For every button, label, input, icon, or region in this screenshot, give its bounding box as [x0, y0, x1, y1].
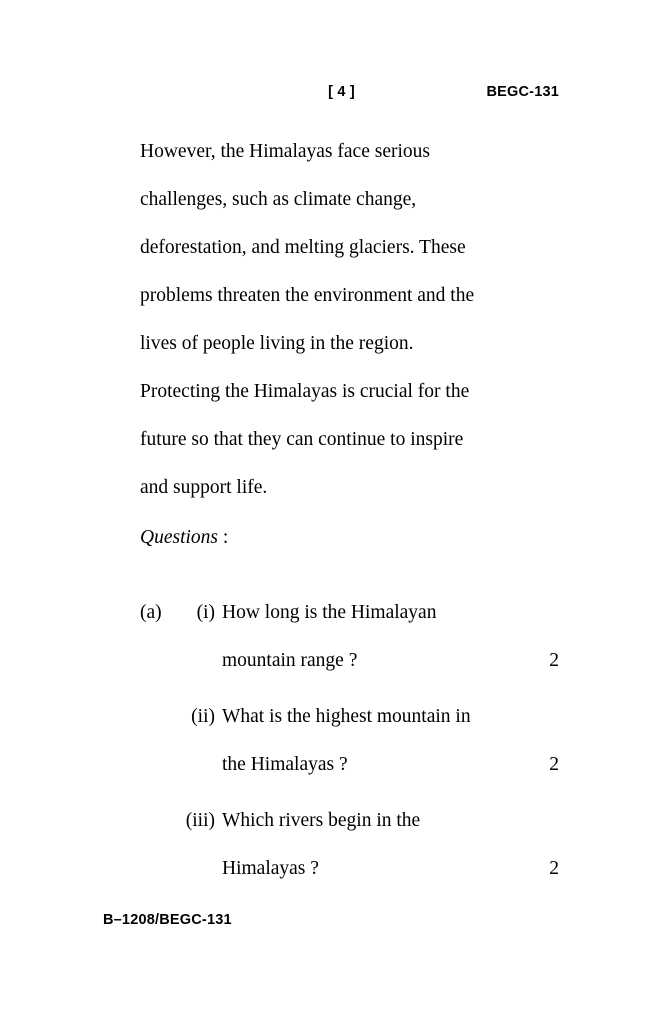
question-roman-label: (iii) — [185, 810, 215, 831]
question-line: How long is the Himalayan — [222, 602, 437, 623]
question-marks: 2 — [549, 650, 559, 671]
passage-line: However, the Himalayas face serious — [140, 141, 430, 162]
page-number: [ 4 ] — [328, 84, 355, 100]
passage-line: lives of people living in the region. — [140, 333, 414, 354]
question-item — [140, 797, 559, 901]
paper-code: BEGC-131 — [486, 84, 559, 100]
question-item — [140, 589, 559, 693]
question-body — [222, 797, 559, 893]
passage-line: deforestation, and melting glaciers. These — [140, 237, 466, 258]
question-line-text: the Himalayas ? — [222, 754, 348, 775]
passage-line: Protecting the Himalayas is crucial for the — [140, 381, 470, 402]
question-line: What is the highest mountain in — [222, 706, 471, 727]
question-marks: 2 — [549, 858, 559, 879]
question-item — [140, 693, 559, 797]
question-line — [222, 845, 559, 893]
question-line — [222, 637, 559, 685]
question-marks: 2 — [549, 754, 559, 775]
passage-text — [140, 128, 559, 512]
question-line — [222, 741, 559, 789]
question-alpha-label: (a) — [140, 602, 162, 623]
passage-line: and support life. — [140, 477, 268, 498]
question-body — [222, 693, 559, 789]
question-body — [222, 589, 559, 685]
passage-line: future so that they can continue to inspire — [140, 429, 464, 450]
questions-heading — [140, 521, 228, 555]
passage-line: problems threaten the environment and the — [140, 285, 475, 306]
passage-line: challenges, such as climate change, — [140, 189, 417, 210]
footer-reference: B–1208/BEGC-131 — [103, 912, 232, 928]
questions-heading-colon: : — [222, 527, 229, 548]
question-line-text: mountain range ? — [222, 650, 358, 671]
question-line: Which rivers begin in the — [222, 810, 421, 831]
question-line-text: Himalayas ? — [222, 858, 319, 879]
question-roman-label: (ii) — [191, 706, 215, 727]
questions-heading-label: Questions — [140, 527, 218, 548]
question-roman-label: (i) — [196, 602, 215, 623]
questions-list — [140, 589, 559, 901]
page-header — [140, 84, 559, 106]
